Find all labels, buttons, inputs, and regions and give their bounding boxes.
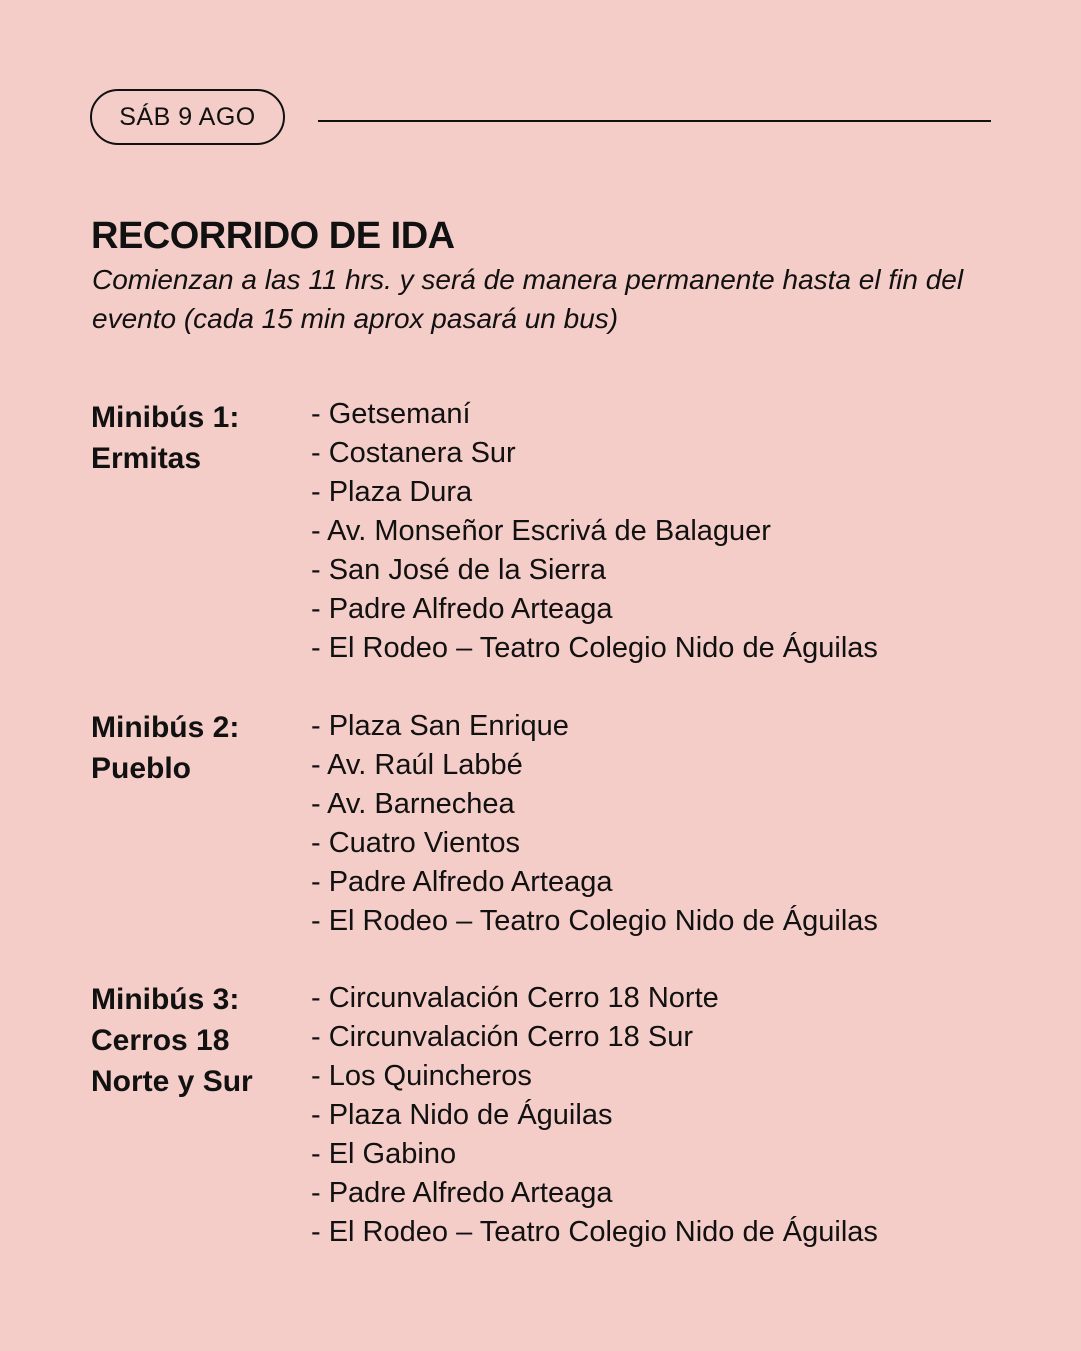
stop-item: - Av. Barnechea	[311, 788, 515, 820]
page-title: RECORRIDO DE IDA	[91, 215, 455, 257]
schedule-description: Comienzan a las 11 hrs. y será de manera permanente hasta el fin del evento (cada 15 min aprox pasará un bus)	[92, 264, 964, 334]
route-area-label: Ermitas	[91, 442, 202, 475]
route-number-label: Minibús 2:	[91, 711, 240, 744]
stop-item: - Padre Alfredo Arteaga	[311, 1177, 613, 1209]
stop-list	[311, 979, 878, 1252]
route-area-label: Cerros 18	[91, 1024, 230, 1057]
stop-list	[311, 707, 878, 941]
route-area-label: Pueblo	[91, 752, 192, 785]
stop-item: - Getsemaní	[311, 398, 471, 430]
route-name	[91, 979, 301, 1102]
stop-item: - El Gabino	[311, 1138, 457, 1170]
stop-item: - Plaza San Enrique	[311, 710, 569, 742]
stop-item: - Padre Alfredo Arteaga	[311, 866, 613, 898]
stop-item: - Cuatro Vientos	[311, 827, 521, 859]
stop-item: - Costanera Sur	[311, 437, 516, 469]
route-name	[91, 397, 301, 479]
stop-item: - El Rodeo – Teatro Colegio Nido de Águilas	[311, 1216, 878, 1248]
route-area-label-continued: Norte y Sur	[91, 1065, 253, 1098]
route-number-label: Minibús 1:	[91, 401, 240, 434]
stop-item: - Circunvalación Cerro 18 Norte	[311, 982, 719, 1014]
stop-item: - Los Quincheros	[311, 1060, 532, 1092]
stop-item: - El Rodeo – Teatro Colegio Nido de Águilas	[311, 905, 878, 937]
stop-item: - El Rodeo – Teatro Colegio Nido de Águilas	[311, 632, 878, 664]
stop-list	[311, 395, 878, 668]
stop-item: - Av. Monseñor Escrivá de Balaguer	[311, 515, 771, 547]
route-number-label: Minibús 3:	[91, 983, 240, 1016]
stop-item: - Circunvalación Cerro 18 Sur	[311, 1021, 693, 1053]
route-name	[91, 707, 301, 789]
stop-item: - Padre Alfredo Arteaga	[311, 593, 613, 625]
header-divider	[318, 120, 991, 122]
stop-item: - San José de la Sierra	[311, 554, 606, 586]
stop-item: - Plaza Dura	[311, 476, 473, 508]
date-badge: SÁB 9 AGO	[90, 89, 285, 145]
stop-item: - Av. Raúl Labbé	[311, 749, 523, 781]
stop-item: - Plaza Nido de Águilas	[311, 1099, 613, 1131]
